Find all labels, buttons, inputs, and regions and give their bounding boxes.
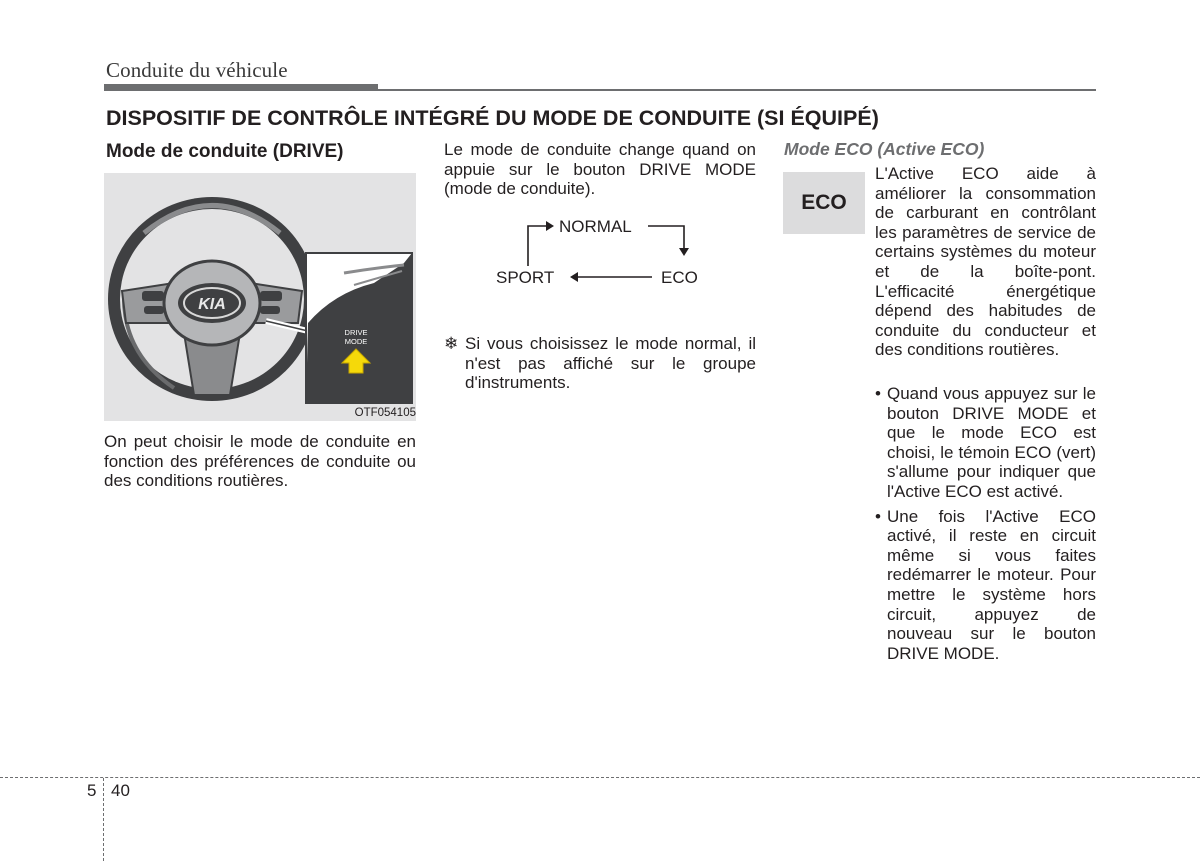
drive-mode-label-line1: DRIVE bbox=[344, 328, 368, 337]
mode-sport-label: SPORT bbox=[496, 268, 555, 287]
list-item bbox=[875, 384, 1096, 502]
mode-normal-label: NORMAL bbox=[559, 217, 632, 236]
bullet-text: Quand vous appuyez sur le bouton DRIVE MODE et que le mode ECO est choisi, le témoin ECO (vert) s'allume pour indiquer que l'Active ECO est activé. bbox=[887, 384, 1096, 501]
main-title: DISPOSITIF DE CONTRÔLE INTÉGRÉ DU MODE DE CONDUITE (SI ÉQUIPÉ) bbox=[106, 106, 879, 130]
footer-divider bbox=[0, 777, 1200, 778]
mode-cycle-diagram bbox=[494, 208, 714, 298]
chapter-number: 5 bbox=[87, 781, 97, 800]
active-eco-bullets bbox=[875, 384, 1096, 668]
section-header: Conduite du véhicule bbox=[106, 58, 288, 82]
bullet-icon: • bbox=[875, 506, 881, 526]
eco-indicator-badge: ECO bbox=[783, 172, 865, 234]
drive-mode-heading: Mode de conduite (DRIVE) bbox=[106, 141, 344, 162]
drive-mode-intro-text: On peut choisir le mode de conduite en fonction des préférences de conduite ou des conditions routières. bbox=[104, 432, 416, 491]
note-text: Si vous choisissez le mode normal, il n'est pas affiché sur le groupe d'instruments. bbox=[465, 334, 756, 393]
note-symbol-icon: ❄ bbox=[444, 334, 459, 353]
arrow-left-icon bbox=[570, 272, 578, 282]
steering-wheel-figure bbox=[104, 173, 416, 421]
header-rule-thin bbox=[378, 89, 1096, 91]
page-number: 40 bbox=[111, 781, 130, 800]
drive-mode-label-line2: MODE bbox=[344, 337, 368, 346]
mode-eco-label: ECO bbox=[661, 268, 698, 287]
list-item bbox=[875, 507, 1096, 664]
active-eco-description: L'Active ECO aide à améliorer la consommation de carburant en contrôlant les paramètres de service de certains systèmes du moteur et de la boîte-pont. L'efficacité énergétique dépend des habitudes de conduite du conducteur et des conditions routières. bbox=[875, 164, 1096, 360]
arrow-right-icon bbox=[546, 221, 554, 231]
drive-mode-change-text: Le mode de conduite change quand on appuie sur le bouton DRIVE MODE (mode de conduite). bbox=[444, 140, 756, 199]
bullet-text: Une fois l'Active ECO activé, il reste en circuit même si vous faites redémarrer le moteur. Pour mettre le système hors circuit, appuyez de nouveau sur le bouton DRIVE MODE. bbox=[887, 506, 1096, 663]
header-rule-thick bbox=[104, 84, 378, 91]
arrow-down-icon bbox=[679, 248, 689, 256]
steering-wheel-illustration bbox=[104, 173, 416, 421]
bullet-icon: • bbox=[875, 384, 881, 403]
eco-mode-heading: Mode ECO (Active ECO) bbox=[784, 139, 985, 159]
figure-caption-code: OTF054105 bbox=[354, 407, 416, 419]
footer-vertical-divider bbox=[103, 778, 104, 861]
kia-emblem: KIA bbox=[198, 296, 226, 313]
normal-mode-note bbox=[444, 334, 756, 393]
